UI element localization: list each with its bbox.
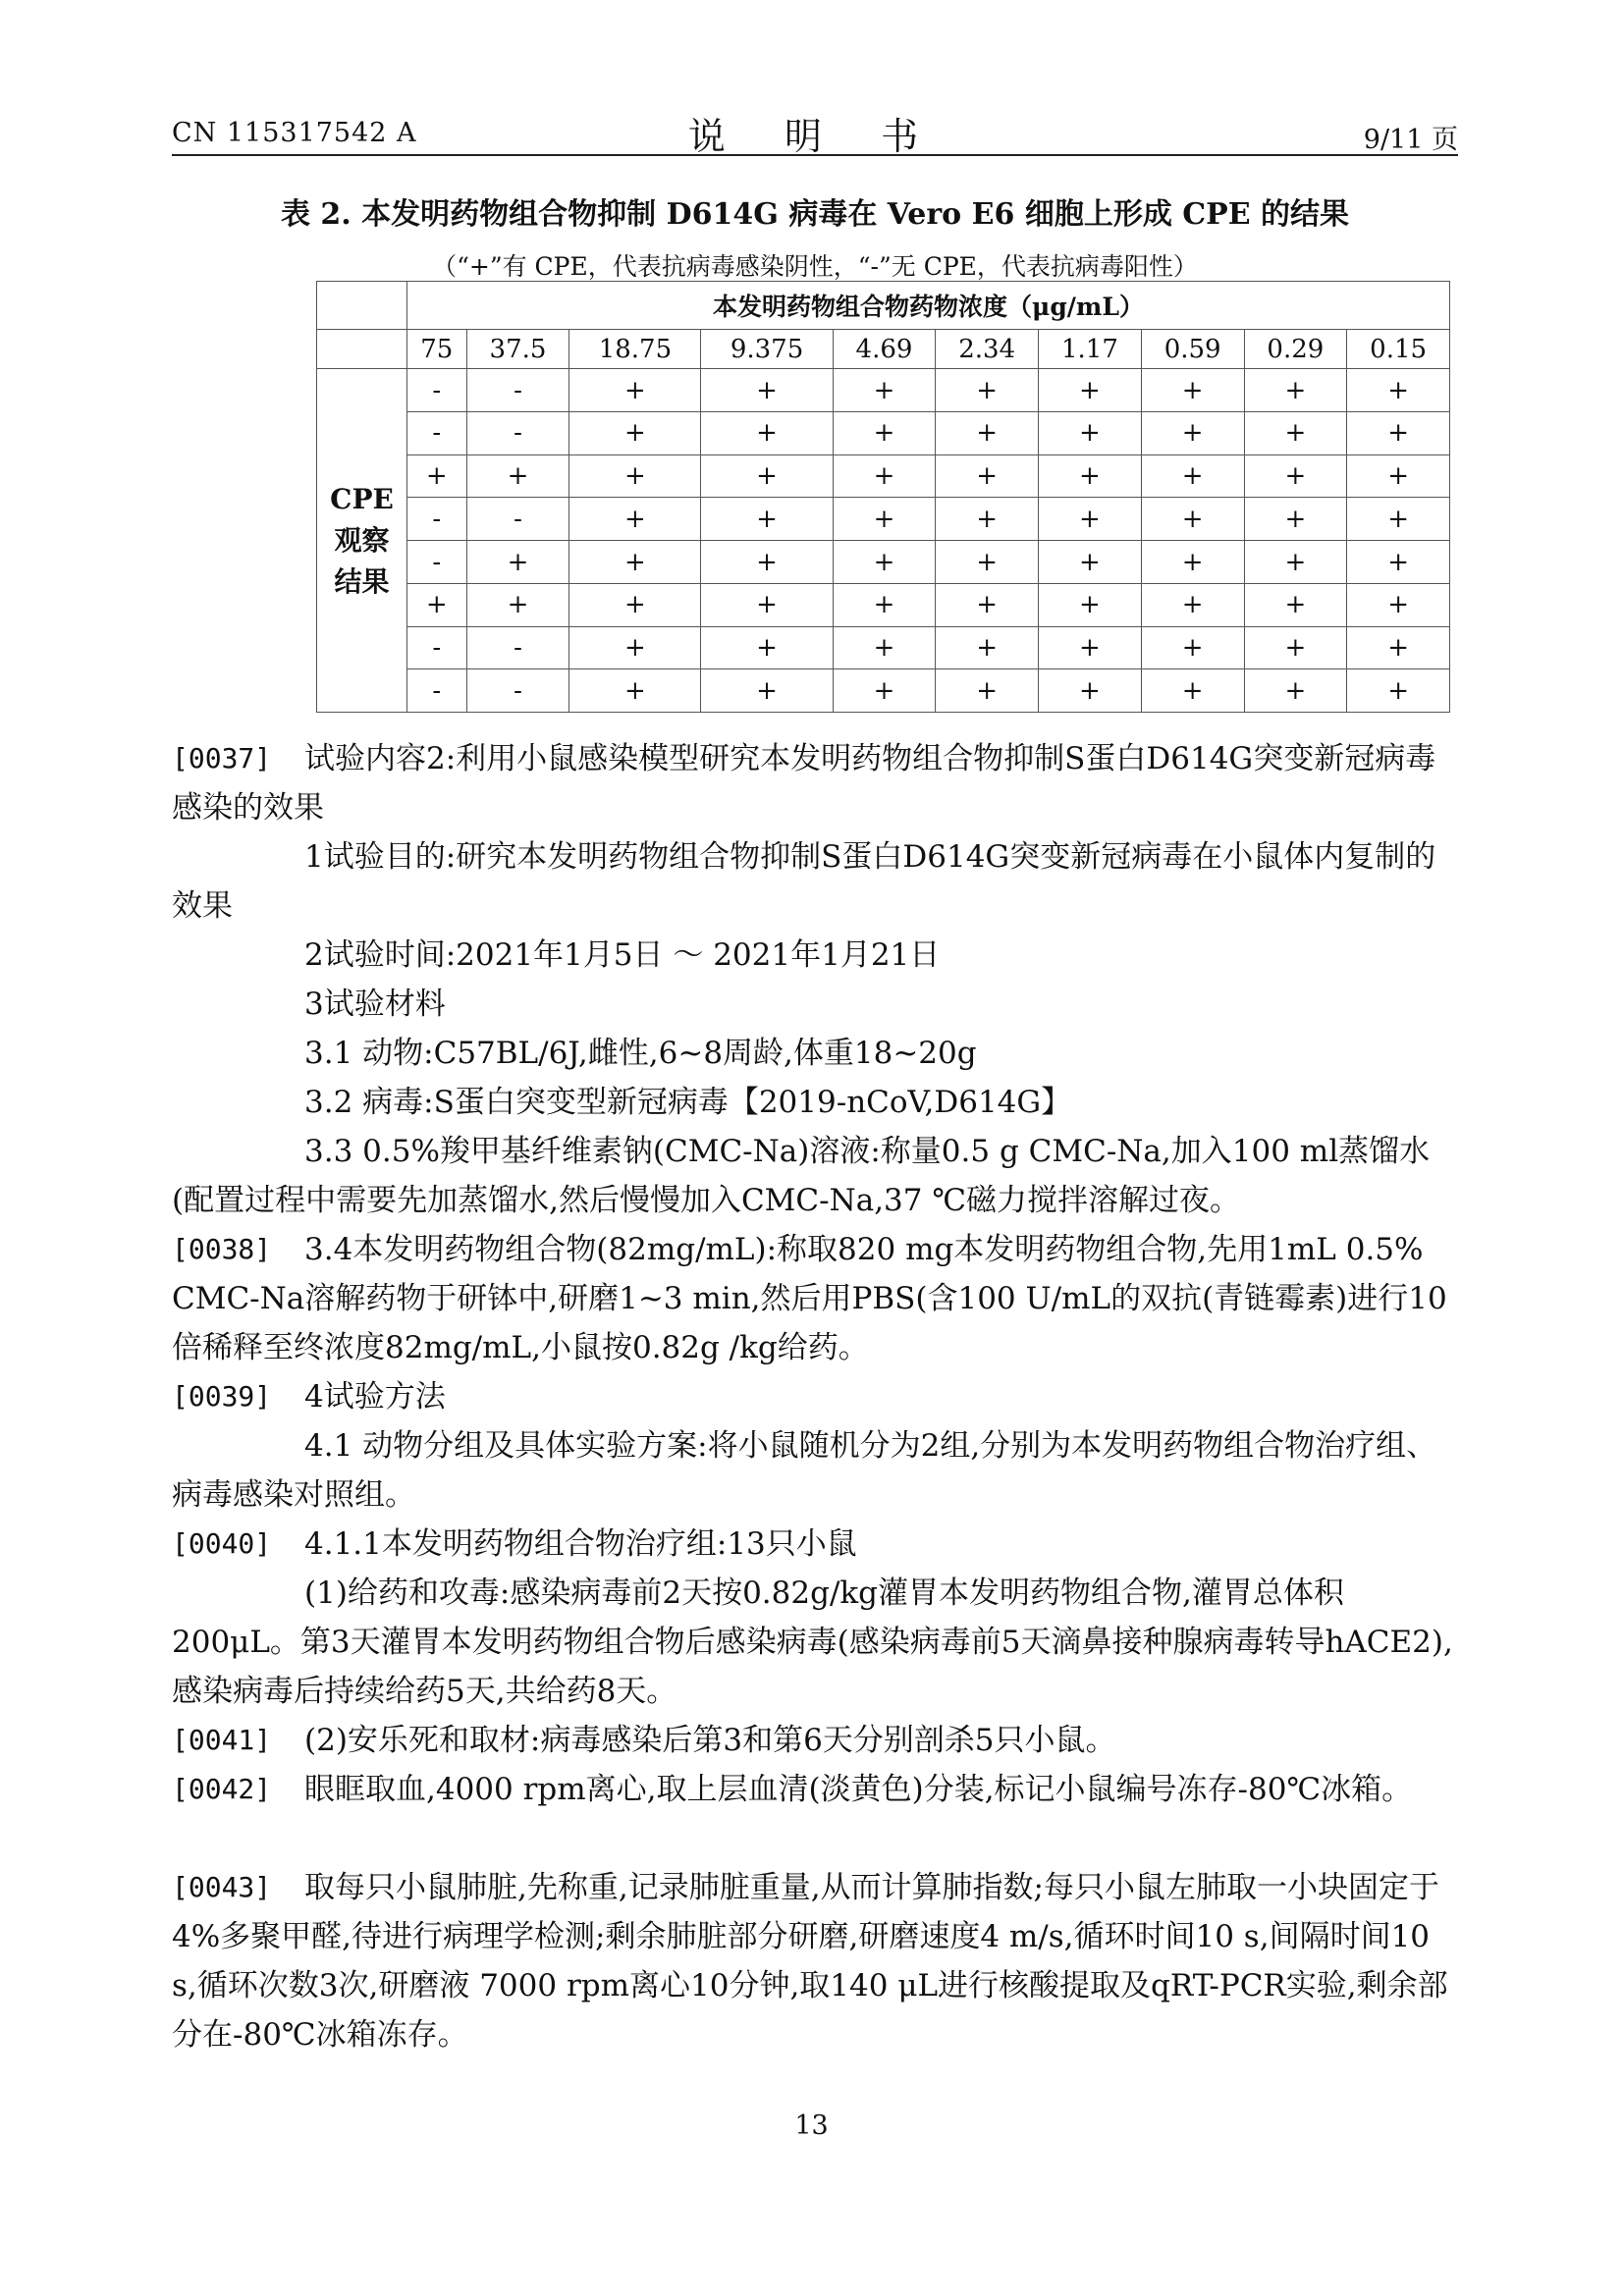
result-row: [317, 454, 1450, 498]
result-cell: +: [833, 454, 936, 498]
paragraph: [172, 734, 1458, 832]
result-cell: +: [1347, 369, 1450, 412]
result-cell: +: [833, 498, 936, 541]
result-row: [317, 669, 1450, 713]
paragraph-text: 试验内容2:利用小鼠感染模型研究本发明药物组合物抑制S蛋白D614G突变新冠病毒感染的效果: [172, 741, 1436, 826]
result-cell: +: [569, 541, 701, 584]
result-cell: -: [407, 626, 467, 669]
paragraph-number: [0040]: [172, 1527, 272, 1560]
result-cell: +: [1244, 454, 1347, 498]
result-cell: -: [466, 412, 569, 455]
document-title: 说 明 书: [687, 115, 943, 158]
result-cell: +: [936, 498, 1039, 541]
concentration-value: 2.34: [936, 329, 1039, 369]
paragraph: [172, 980, 1458, 1029]
result-cell: +: [1347, 626, 1450, 669]
patent-number: CN 115317542 A: [172, 118, 417, 148]
result-cell: -: [466, 498, 569, 541]
result-cell: -: [407, 669, 467, 713]
result-cell: -: [407, 498, 467, 541]
concentration-value: 0.29: [1244, 329, 1347, 369]
result-cell: +: [407, 583, 467, 626]
paragraph-text: 眼眶取血,4000 rpm离心,取上层血清(淡黄色)分装,标记小鼠编号冻存-80℃冰箱。: [304, 1772, 1413, 1807]
result-cell: +: [569, 583, 701, 626]
result-cell: +: [466, 541, 569, 584]
result-row: [317, 498, 1450, 541]
result-cell: +: [1141, 669, 1244, 713]
paragraph-number: [0038]: [172, 1233, 272, 1265]
result-cell: +: [1039, 454, 1142, 498]
result-cell: +: [701, 454, 833, 498]
page-indicator: 9/11 页: [1363, 125, 1458, 155]
paragraph: [172, 1029, 1458, 1078]
result-cell: +: [466, 454, 569, 498]
result-cell: +: [701, 498, 833, 541]
paragraph-text: 4试验方法: [304, 1379, 446, 1415]
concentration-value: 0.59: [1141, 329, 1244, 369]
result-cell: +: [936, 583, 1039, 626]
result-cell: +: [1039, 583, 1142, 626]
result-row: [317, 541, 1450, 584]
result-cell: +: [701, 541, 833, 584]
result-cell: +: [1141, 412, 1244, 455]
result-cell: +: [1244, 669, 1347, 713]
corner-cell: [317, 282, 407, 330]
paragraph-text: 3.2 病毒:S蛋白突变型新冠病毒【2019-nCoV,D614G】: [304, 1085, 1072, 1120]
result-cell: +: [1244, 498, 1347, 541]
paragraph-text: 3.1 动物:C57BL/6J,雌性,6~8周龄,体重18~20g: [304, 1036, 977, 1071]
result-row: [317, 583, 1450, 626]
paragraph-text: 3.4本发明药物组合物(82mg/mL):称取820 mg本发明药物组合物,先用1mL 0.5% CMC-Na溶解药物于研钵中,研磨1~3 min,然后用PBS(含100 U/mL的双抗(青链霉素)进行10倍稀释至终浓度82mg/mL,小鼠按0.82g /kg给药。: [172, 1232, 1447, 1365]
concentration-value: 37.5: [466, 329, 569, 369]
paragraph-text: 3.3 0.5%羧甲基纤维素钠(CMC-Na)溶液:称量0.5 g CMC-Na,加入100 ml蒸馏水(配置过程中需要先加蒸馏水,然后慢慢加入CMC-Na,37 ℃磁力搅拌溶解过夜。: [172, 1134, 1431, 1218]
paragraph-text: 1试验目的:研究本发明药物组合物抑制S蛋白D614G突变新冠病毒在小鼠体内复制的效果: [172, 839, 1436, 924]
result-cell: +: [1244, 369, 1347, 412]
result-cell: +: [701, 412, 833, 455]
result-cell: +: [1039, 541, 1142, 584]
result-cell: +: [833, 541, 936, 584]
concentration-value: 75: [407, 329, 467, 369]
paragraph: [172, 1765, 1458, 1814]
result-cell: +: [1141, 583, 1244, 626]
paragraph-number: [0043]: [172, 1871, 272, 1903]
concentration-header: 本发明药物组合物药物浓度（μg/mL）: [407, 282, 1450, 330]
paragraph-number: [0037]: [172, 742, 272, 774]
result-cell: +: [1141, 541, 1244, 584]
result-cell: -: [466, 626, 569, 669]
result-cell: +: [569, 412, 701, 455]
paragraph-text: 3试验材料: [304, 987, 446, 1022]
paragraph: [172, 1372, 1458, 1421]
result-cell: +: [936, 626, 1039, 669]
paragraph: [172, 931, 1458, 980]
result-cell: +: [936, 369, 1039, 412]
result-cell: -: [466, 369, 569, 412]
paragraph: [172, 1127, 1458, 1225]
result-cell: +: [1141, 454, 1244, 498]
paragraph: [172, 1421, 1458, 1520]
header-rule: [172, 154, 1458, 156]
result-cell: +: [1347, 498, 1450, 541]
result-cell: +: [1347, 454, 1450, 498]
paragraph-text: (1)给药和攻毒:感染病毒前2天按0.82g/kg灌胃本发明药物组合物,灌胃总体积200μL。第3天灌胃本发明药物组合物后感染病毒(感染病毒前5天滴鼻接种腺病毒转导hACE2),感染病毒后持续给药5天,共给药8天。: [172, 1575, 1453, 1709]
result-cell: +: [1244, 541, 1347, 584]
paragraph: [172, 1569, 1458, 1716]
result-cell: +: [1347, 541, 1450, 584]
page-header: [172, 106, 1458, 165]
paragraph-text: 取每只小鼠肺脏,先称重,记录肺脏重量,从而计算肺指数;每只小鼠左肺取一小块固定于4%多聚甲醛,待进行病理学检测;剩余肺脏部分研磨,研磨速度4 m/s,循环时间10 s,间隔时间10 s,循环次数3次,研磨液 7000 rpm离心10分钟,取140 μL进行核酸提取及qRT-PCR实验,剩余部分在-80℃冰箱冻存。: [172, 1870, 1448, 2053]
result-cell: +: [833, 626, 936, 669]
result-cell: +: [1244, 412, 1347, 455]
result-cell: +: [701, 626, 833, 669]
result-cell: +: [1347, 669, 1450, 713]
result-cell: -: [466, 669, 569, 713]
result-cell: +: [1039, 669, 1142, 713]
result-cell: +: [1039, 412, 1142, 455]
result-cell: -: [407, 541, 467, 584]
result-cell: +: [1141, 498, 1244, 541]
paragraph-text: (2)安乐死和取材:病毒感染后第3和第6天分别剖杀5只小鼠。: [304, 1723, 1116, 1758]
result-cell: +: [936, 454, 1039, 498]
paragraph: [172, 832, 1458, 931]
page-number: 13: [794, 2110, 829, 2141]
concentration-value: 1.17: [1039, 329, 1142, 369]
result-cell: +: [833, 412, 936, 455]
paragraph-number: [0041]: [172, 1724, 272, 1756]
paragraph: [172, 1863, 1458, 2059]
paragraph-text: 4.1 动物分组及具体实验方案:将小鼠随机分为2组,分别为本发明药物组合物治疗组、病毒感染对照组。: [172, 1428, 1437, 1513]
result-cell: +: [1244, 626, 1347, 669]
paragraph: [172, 1225, 1458, 1372]
result-cell: +: [569, 626, 701, 669]
result-cell: +: [833, 669, 936, 713]
concentration-value: 4.69: [833, 329, 936, 369]
paragraph-text: 2试验时间:2021年1月5日 ～ 2021年1月21日: [304, 937, 941, 973]
result-row: [317, 369, 1450, 412]
result-row: [317, 626, 1450, 669]
result-cell: +: [569, 498, 701, 541]
result-cell: +: [569, 669, 701, 713]
result-cell: +: [936, 541, 1039, 584]
result-cell: +: [833, 583, 936, 626]
result-cell: +: [569, 454, 701, 498]
paragraph-number: [0039]: [172, 1380, 272, 1413]
result-cell: +: [1141, 369, 1244, 412]
concentration-header-row: [317, 282, 1450, 330]
concentration-values-row: [317, 329, 1450, 369]
table-subtitle: （“+”有 CPE，代表抗病毒感染阴性，“-”无 CPE，代表抗病毒阳性）: [432, 252, 1198, 281]
concentration-value: 9.375: [701, 329, 833, 369]
result-cell: -: [407, 369, 467, 412]
cpe-results-table: [316, 281, 1450, 713]
table-title: 表 2. 本发明药物组合物抑制 D614G 病毒在 Vero E6 细胞上形成 CPE 的结果: [280, 197, 1350, 232]
result-cell: +: [1039, 626, 1142, 669]
result-cell: +: [701, 369, 833, 412]
result-cell: +: [701, 583, 833, 626]
paragraph-number: [0042]: [172, 1773, 272, 1805]
result-cell: +: [1039, 369, 1142, 412]
result-cell: -: [407, 412, 467, 455]
paragraph-text: 4.1.1本发明药物组合物治疗组:13只小鼠: [304, 1526, 857, 1562]
result-cell: +: [1347, 412, 1450, 455]
result-cell: +: [833, 369, 936, 412]
concentration-value: 18.75: [569, 329, 701, 369]
paragraph: [172, 1078, 1458, 1127]
result-cell: +: [936, 412, 1039, 455]
result-cell: +: [407, 454, 467, 498]
paragraph: [172, 1520, 1458, 1569]
paragraph: [172, 1716, 1458, 1765]
cpe-row-header: CPE 观察 结果: [317, 369, 407, 713]
result-cell: +: [701, 669, 833, 713]
concentration-value: 0.15: [1347, 329, 1450, 369]
result-cell: +: [569, 369, 701, 412]
result-cell: +: [1141, 626, 1244, 669]
result-cell: +: [1039, 498, 1142, 541]
result-row: [317, 412, 1450, 455]
corner-cell: [317, 329, 407, 369]
result-cell: +: [1347, 583, 1450, 626]
result-cell: +: [936, 669, 1039, 713]
result-cell: +: [1244, 583, 1347, 626]
result-cell: +: [466, 583, 569, 626]
